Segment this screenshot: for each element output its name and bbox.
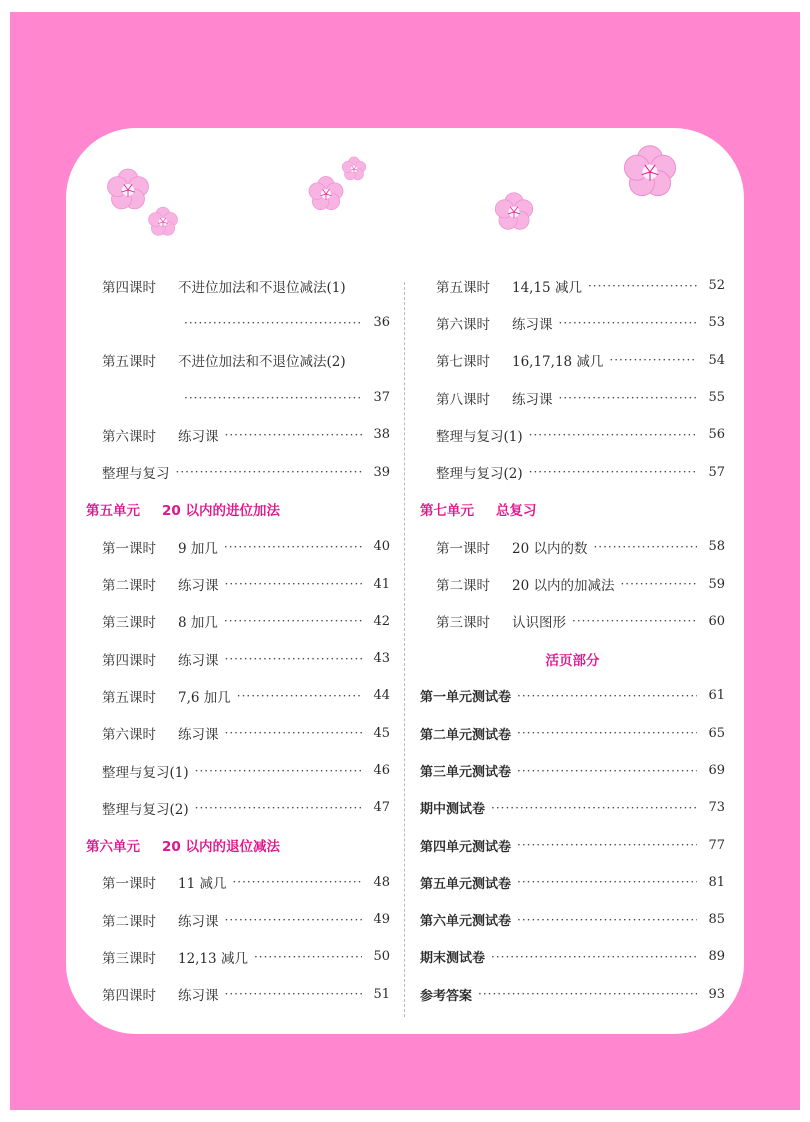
- entry-title: 14,15 减几: [512, 279, 582, 296]
- entry-title: 练习课: [178, 913, 219, 930]
- entry-title: 9 加几: [178, 540, 218, 557]
- entry-title: 第二单元测试卷: [420, 727, 512, 743]
- page-number: 89: [708, 949, 725, 965]
- toc-entry[interactable]: [420, 342, 725, 379]
- page-number: 57: [708, 464, 725, 480]
- entry-title: 参考答案: [420, 988, 473, 1004]
- entry-title: 12,13 减几: [178, 950, 248, 967]
- dot-leader: [225, 652, 363, 666]
- entry-title: 11 减几: [178, 876, 227, 893]
- toc-right-column: [420, 267, 725, 1013]
- page-number: 42: [373, 613, 390, 629]
- toc-entry[interactable]: [86, 528, 390, 565]
- column-divider: [404, 282, 405, 1017]
- entry-title: 练习课: [178, 988, 219, 1005]
- unit-heading: [86, 491, 390, 528]
- toc-entry[interactable]: [86, 453, 390, 490]
- dot-leader: [232, 875, 362, 889]
- dot-leader: [517, 764, 697, 778]
- plum-blossom-icon: [146, 205, 180, 239]
- toc-entry[interactable]: [420, 938, 725, 975]
- page-number: 73: [708, 800, 725, 816]
- lesson-label: 第六课时: [102, 428, 156, 445]
- lesson-label: 第一课时: [436, 540, 490, 557]
- entry-title: 整理与复习: [102, 466, 170, 483]
- page-number: 69: [708, 763, 725, 778]
- page-number: 37: [373, 390, 390, 406]
- entry-title: 20 以内的加减法: [512, 578, 615, 595]
- toc-entry[interactable]: [420, 565, 725, 602]
- dot-leader: [184, 316, 362, 330]
- page-number: 59: [708, 576, 725, 592]
- lesson-label: 第二课时: [102, 578, 156, 595]
- dot-leader: [593, 540, 697, 554]
- toc-entry[interactable]: [86, 416, 390, 453]
- dot-leader: [609, 353, 697, 367]
- entry-title: 练习课: [512, 391, 553, 408]
- toc-entry[interactable]: [86, 901, 390, 938]
- toc-entry[interactable]: [420, 826, 725, 863]
- dot-leader: [225, 726, 363, 740]
- dot-leader: [572, 614, 697, 628]
- lesson-label: 第四课时: [102, 988, 156, 1005]
- dot-leader: [237, 689, 362, 703]
- page-number: 51: [373, 986, 390, 1002]
- dot-leader: [620, 577, 697, 591]
- toc-entry[interactable]: [86, 379, 390, 416]
- dot-leader: [517, 838, 697, 852]
- lesson-label: 第八课时: [436, 391, 490, 408]
- dot-leader: [517, 875, 697, 889]
- lesson-label: 第五课时: [102, 354, 156, 371]
- dot-leader: [588, 279, 697, 293]
- page-number: 65: [708, 725, 725, 741]
- plum-blossom-icon: [492, 190, 536, 234]
- toc-entry[interactable]: [420, 976, 725, 1013]
- lesson-label: 第五课时: [436, 279, 490, 296]
- toc-entry[interactable]: [86, 752, 390, 789]
- dot-leader: [184, 391, 362, 405]
- dot-leader: [254, 950, 362, 964]
- page-number: 38: [373, 427, 390, 443]
- toc-entry[interactable]: [86, 677, 390, 714]
- lesson-label: 第三课时: [102, 615, 156, 632]
- toc-entry[interactable]: [420, 677, 725, 714]
- dot-leader: [517, 913, 697, 927]
- entry-title: 第三单元测试卷: [420, 765, 512, 780]
- unit-title: 20 以内的进位加法: [162, 503, 280, 520]
- entry-title: 期中测试卷: [420, 802, 486, 818]
- dot-leader: [225, 428, 363, 442]
- dot-leader: [491, 801, 697, 815]
- entry-title: 不进位加法和不退位减法(1): [178, 279, 346, 296]
- dot-leader: [225, 987, 363, 1001]
- entry-title: 练习课: [178, 652, 219, 669]
- toc-entry[interactable]: [86, 976, 390, 1013]
- entry-title: 不进位加法和不退位减法(2): [178, 354, 346, 371]
- page-number: 45: [373, 725, 390, 741]
- page-number: 58: [708, 539, 725, 555]
- page-number: 46: [373, 763, 390, 778]
- dot-leader: [176, 465, 363, 479]
- entry-title: 练习课: [178, 727, 219, 744]
- dot-leader: [517, 689, 697, 703]
- page-number: 60: [708, 613, 725, 629]
- unit-title: 总复习: [496, 503, 537, 520]
- toc-entry[interactable]: [420, 304, 725, 341]
- entry-title: 期末测试卷: [420, 951, 486, 967]
- lesson-label: 第二课时: [436, 578, 490, 595]
- lesson-label: 第一课时: [102, 876, 156, 893]
- unit-number: 第五单元: [86, 503, 140, 520]
- entry-title: 整理与复习(1): [102, 764, 189, 781]
- dot-leader: [478, 987, 697, 1001]
- dot-leader: [559, 316, 698, 330]
- entry-title: 整理与复习(2): [436, 466, 523, 483]
- toc-entry[interactable]: [420, 715, 725, 752]
- toc-entry[interactable]: [420, 528, 725, 565]
- lesson-label: 第六课时: [102, 727, 156, 744]
- entry-title: 整理与复习(1): [436, 428, 523, 445]
- page-number: 36: [373, 315, 390, 331]
- toc-entry[interactable]: [420, 453, 725, 490]
- unit-number: 第六单元: [86, 839, 140, 856]
- page-number: 55: [708, 390, 725, 406]
- page-number: 40: [373, 539, 390, 555]
- lesson-label: 第五课时: [102, 689, 156, 706]
- entry-title: 第一单元测试卷: [420, 690, 512, 706]
- dot-leader: [195, 801, 362, 815]
- dot-leader: [491, 950, 697, 964]
- dot-leader: [559, 391, 698, 405]
- entry-title: 整理与复习(2): [102, 801, 189, 818]
- lesson-label: 第一课时: [102, 540, 156, 557]
- page-number: 49: [373, 912, 390, 928]
- toc-entry[interactable]: [420, 379, 725, 416]
- entry-title: 7,6 加几: [178, 689, 231, 706]
- toc-entry[interactable]: [420, 864, 725, 901]
- lesson-label: 第三课时: [436, 615, 490, 632]
- toc-entry[interactable]: [86, 565, 390, 602]
- unit-heading: [86, 826, 390, 863]
- toc-entry[interactable]: [86, 342, 390, 379]
- dot-leader: [517, 726, 697, 740]
- page-number: 48: [373, 874, 390, 890]
- toc-entry[interactable]: [86, 304, 390, 341]
- toc-entry[interactable]: [86, 938, 390, 975]
- toc-entry[interactable]: [420, 603, 725, 640]
- page-number: 41: [373, 576, 390, 592]
- dot-leader: [195, 764, 362, 778]
- plum-blossom-icon: [104, 166, 152, 214]
- page-number: 50: [373, 949, 390, 965]
- page-number: 56: [708, 427, 725, 443]
- page-number: 54: [708, 352, 725, 368]
- entry-title: 8 加几: [178, 615, 218, 632]
- toc-entry[interactable]: [86, 789, 390, 826]
- entry-title: 第四单元测试卷: [420, 839, 512, 855]
- entry-title: 20 以内的数: [512, 540, 588, 557]
- page-number: 77: [708, 837, 725, 853]
- toc-entry[interactable]: [420, 752, 725, 789]
- dot-leader: [529, 465, 697, 479]
- plum-blossom-icon: [620, 142, 680, 202]
- toc-entry[interactable]: [86, 864, 390, 901]
- unit-heading: [420, 491, 725, 528]
- lesson-label: 第六课时: [436, 316, 490, 333]
- page-number: 81: [708, 874, 725, 890]
- section-heading: 活页部分: [545, 652, 600, 669]
- lesson-label: 第三课时: [102, 950, 156, 967]
- dot-leader: [224, 540, 362, 554]
- toc-left-column: [86, 267, 390, 1013]
- entry-title: 第五单元测试卷: [420, 876, 512, 892]
- toc-entry[interactable]: [86, 603, 390, 640]
- toc-entry[interactable]: [420, 267, 725, 304]
- page-number: 43: [373, 651, 390, 667]
- lesson-label: 第四课时: [102, 279, 156, 296]
- plum-blossom-icon: [340, 155, 368, 183]
- entry-title: 16,17,18 减几: [512, 354, 604, 371]
- toc-entry[interactable]: [86, 715, 390, 752]
- entry-title: 练习课: [178, 428, 219, 445]
- page-number: 47: [373, 800, 390, 816]
- entry-title: 认识图形: [512, 615, 566, 632]
- page-number: 61: [708, 688, 725, 704]
- entry-title: 练习课: [512, 316, 553, 333]
- dot-leader: [529, 428, 697, 442]
- entry-title: 练习课: [178, 578, 219, 595]
- lesson-label: 第四课时: [102, 652, 156, 669]
- toc-entry[interactable]: [420, 901, 725, 938]
- toc-entry[interactable]: [420, 416, 725, 453]
- lesson-label: 第二课时: [102, 913, 156, 930]
- toc-entry[interactable]: [86, 640, 390, 677]
- page-number: 44: [373, 688, 390, 704]
- toc-entry[interactable]: [86, 267, 390, 304]
- lesson-label: 第七课时: [436, 354, 490, 371]
- dot-leader: [225, 577, 363, 591]
- unit-title: 20 以内的退位减法: [162, 839, 280, 856]
- dot-leader: [225, 913, 363, 927]
- toc-entry[interactable]: [420, 789, 725, 826]
- page-number: 85: [708, 912, 725, 928]
- dot-leader: [224, 614, 362, 628]
- page-number: 52: [708, 278, 725, 294]
- page-number: 53: [708, 315, 725, 331]
- page-number: 39: [373, 464, 390, 480]
- unit-number: 第七单元: [420, 503, 474, 520]
- entry-title: 第六单元测试卷: [420, 914, 512, 930]
- page-number: 93: [708, 986, 725, 1002]
